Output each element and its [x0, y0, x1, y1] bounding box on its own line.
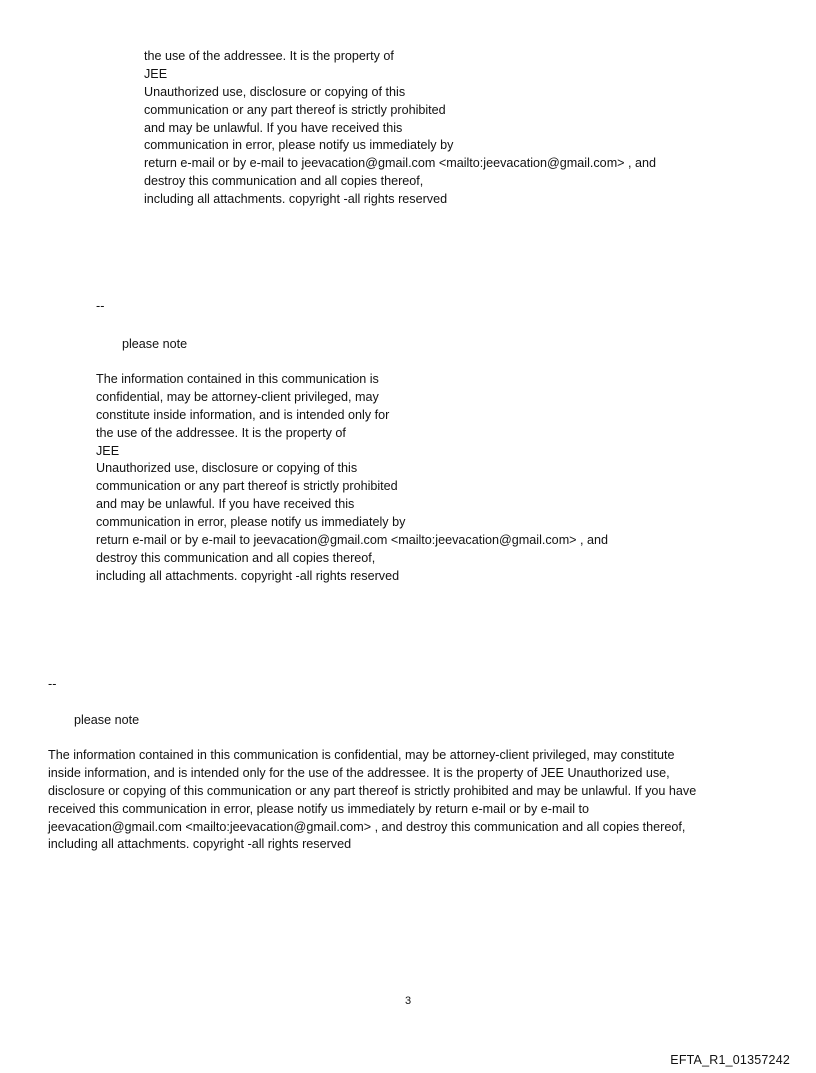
disclaimer-line: communication in error, please notify us immediately by — [144, 138, 454, 153]
disclaimer-line: and may be unlawful. If you have received this — [144, 120, 403, 135]
disclaimer-line: return e-mail or by e-mail to jeevacation@gmail.com <mailto:jeevacation@gmail.com> , and — [144, 156, 657, 171]
disclaimer-line: destroy this communication and all copies thereof, — [144, 174, 424, 189]
disclaimer-line: JEE — [144, 66, 168, 81]
please-note-heading-2: please note — [74, 713, 140, 727]
disclaimer-line: Unauthorized use, disclosure or copying of this — [96, 461, 358, 476]
disclaimer-line: the use of the addressee. It is the property of — [144, 49, 394, 63]
disclaimer-line: the use of the addressee. It is the property of — [96, 425, 346, 440]
disclaimer-block-3 — [48, 747, 760, 854]
disclaimer-block-1 — [144, 48, 656, 209]
bates-number: EFTA_R1_01357242 — [670, 1053, 790, 1067]
page-number: 3 — [404, 995, 412, 1007]
disclaimer-line: The information contained in this communication is confidential, may be attorney-client privileged, may constitute — [48, 748, 675, 762]
disclaimer-line: including all attachments. copyright -all rights reserved — [144, 192, 448, 207]
disclaimer-line: including all attachments. copyright -all rights reserved — [96, 568, 400, 583]
disclaimer-line: jeevacation@gmail.com <mailto:jeevacation@gmail.com> , and destroy this communication and all copies thereof, — [48, 819, 686, 834]
disclaimer-line: received this communication in error, please notify us immediately by return e-mail or by e-mail to — [48, 801, 590, 816]
disclaimer-line: JEE — [96, 443, 120, 458]
disclaimer-line: communication or any part thereof is strictly prohibited — [96, 479, 398, 494]
disclaimer-line: including all attachments. copyright -all rights reserved — [48, 837, 352, 852]
disclaimer-block-2 — [96, 371, 608, 586]
signature-separator-2: -- — [48, 677, 57, 691]
disclaimer-line: disclosure or copying of this communication or any part thereof is strictly prohibited and may be unlawful. If you have — [48, 783, 697, 798]
disclaimer-line: The information contained in this communication is — [96, 372, 379, 386]
disclaimer-line: communication or any part thereof is strictly prohibited — [144, 102, 446, 117]
disclaimer-line: return e-mail or by e-mail to jeevacation@gmail.com <mailto:jeevacation@gmail.com> , and — [96, 533, 609, 548]
disclaimer-line: destroy this communication and all copies thereof, — [96, 550, 376, 565]
disclaimer-line: confidential, may be attorney-client privileged, may — [96, 389, 379, 404]
disclaimer-line: Unauthorized use, disclosure or copying of this — [144, 84, 406, 99]
please-note-heading-1: please note — [122, 337, 188, 351]
disclaimer-line: constitute inside information, and is intended only for — [96, 407, 390, 422]
disclaimer-line: communication in error, please notify us immediately by — [96, 515, 406, 530]
disclaimer-line: and may be unlawful. If you have received this — [96, 497, 355, 512]
signature-separator-1: -- — [96, 299, 105, 313]
disclaimer-line: inside information, and is intended only for the use of the addressee. It is the property of JEE Unauthorized use, — [48, 765, 670, 780]
